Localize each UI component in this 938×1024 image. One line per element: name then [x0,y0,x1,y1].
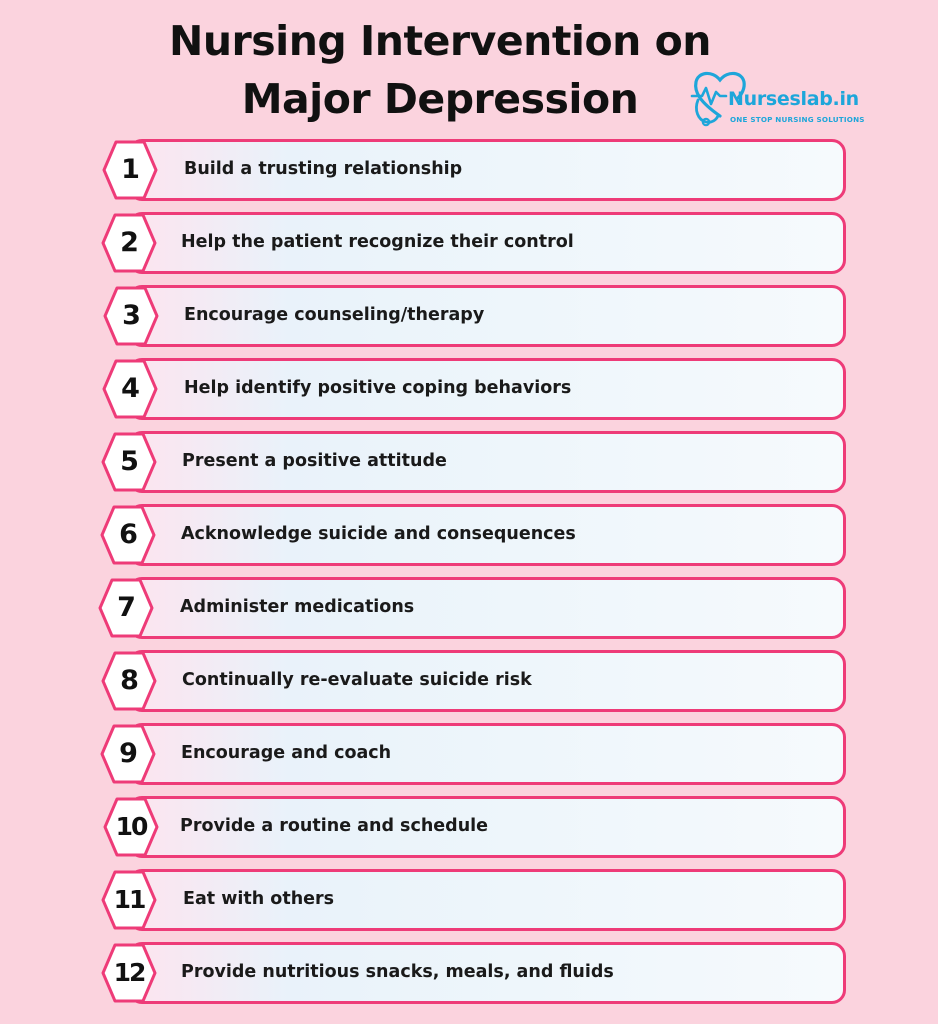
item-text: Provide nutritious snacks, meals, and fluids [181,962,614,982]
item-number: 12 [113,958,145,987]
item-text: Help the patient recognize their control [181,232,574,252]
logo-tagline: ONE STOP NURSING SOLUTIONS [730,115,865,124]
number-badge [101,432,157,492]
item-number: 1 [121,154,139,185]
number-badge [98,578,154,638]
list-item-3 [100,283,846,349]
number-badge [101,943,157,1003]
item-number: 3 [122,300,140,331]
number-badge [102,140,158,200]
title-line-1: Nursing Intervention on [169,17,711,65]
number-badge [103,797,159,857]
list-item-9 [100,721,846,787]
title-line-2: Major Depression [241,75,639,123]
list-item-5 [100,429,846,495]
item-text: Provide a routine and schedule [180,816,489,836]
item-number: 7 [117,592,135,623]
list-item-12 [100,940,846,1006]
list-item-11 [100,867,846,933]
list-item-10 [100,794,846,860]
list-item-6 [100,502,846,568]
number-badge [102,359,158,419]
item-number: 10 [115,812,147,841]
list-item-2 [100,210,846,276]
item-number: 2 [120,227,138,258]
item-number: 9 [119,738,137,769]
item-text: Administer medications [180,597,415,617]
number-badge [101,870,157,930]
number-badge [101,213,157,273]
item-text: Present a positive attitude [182,451,447,471]
item-number: 6 [119,519,137,550]
item-text: Eat with others [183,889,335,909]
number-badge [103,286,159,346]
item-text: Acknowledge suicide and consequences [181,524,576,544]
list-item-7 [100,575,846,641]
item-number: 11 [113,885,145,914]
item-number: 8 [120,665,138,696]
item-text: Continually re-evaluate suicide risk [182,670,532,690]
number-badge [100,505,156,565]
logo-brand-text: Nurseslab.in [728,88,859,110]
item-text: Encourage counseling/therapy [184,305,485,325]
number-badge [100,724,156,784]
list-item-1 [100,137,846,203]
number-badge [101,651,157,711]
list-item-4 [100,356,846,422]
item-text: Build a trusting relationship [184,159,463,179]
item-number: 5 [120,446,138,477]
item-number: 4 [121,373,139,404]
item-text: Help identify positive coping behaviors [184,378,572,398]
list-item-8 [100,648,846,714]
item-text: Encourage and coach [181,743,392,763]
